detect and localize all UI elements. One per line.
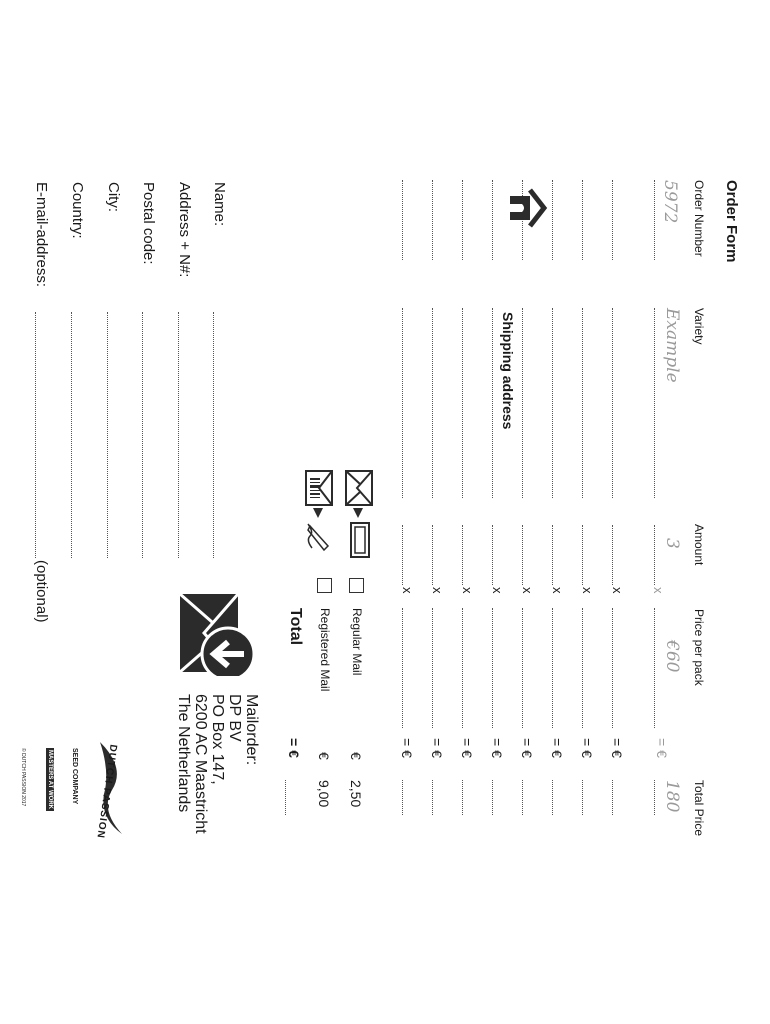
mailorder-address bbox=[175, 694, 260, 834]
total-price-input[interactable] bbox=[522, 780, 523, 815]
logo-tag: MASTERS AT WORK bbox=[47, 750, 53, 809]
regular-mail-currency: € bbox=[348, 752, 364, 760]
variety-input[interactable] bbox=[582, 308, 583, 498]
equals-euro: = € bbox=[399, 738, 415, 758]
mailorder-line: DP BV bbox=[226, 694, 243, 742]
total-price-input[interactable] bbox=[402, 780, 403, 815]
equals-euro: = € bbox=[519, 738, 535, 758]
multiply-sign: x bbox=[610, 587, 625, 594]
amount-input[interactable] bbox=[522, 525, 523, 585]
order-number-value[interactable]: 5972 bbox=[660, 180, 680, 224]
equals-euro: = € bbox=[429, 738, 445, 758]
dutch-passion-logo bbox=[6, 738, 130, 838]
mailorder-line: The Netherlands bbox=[175, 694, 192, 813]
header-variety: Variety bbox=[692, 308, 706, 345]
multiply-sign: x bbox=[580, 587, 595, 594]
variety-input[interactable] bbox=[432, 308, 433, 498]
total-price-input[interactable] bbox=[462, 780, 463, 815]
variety-input[interactable] bbox=[522, 308, 523, 498]
regular-mail-checkbox[interactable] bbox=[349, 578, 364, 593]
label-email: E-mail-address: bbox=[33, 182, 50, 288]
registered-mail-label: Registered Mail bbox=[318, 608, 332, 692]
variety-input[interactable] bbox=[462, 308, 463, 498]
variety-value[interactable]: Example bbox=[662, 308, 682, 383]
home-icon bbox=[506, 186, 550, 230]
amount-input[interactable] bbox=[582, 525, 583, 585]
amount-input[interactable] bbox=[402, 525, 403, 585]
amount-input[interactable] bbox=[612, 525, 613, 585]
header-price-per-pack: Price per pack bbox=[692, 609, 706, 686]
mailorder-line: PO Box 147, bbox=[209, 694, 226, 785]
price-input[interactable] bbox=[612, 608, 613, 728]
mailorder-line: 6200 AC Maastricht bbox=[192, 694, 209, 834]
table-row-example bbox=[660, 180, 680, 260]
pen-icon bbox=[306, 522, 332, 558]
label-city: City: bbox=[105, 182, 122, 212]
download-mail-icon bbox=[164, 592, 256, 676]
dotted-line bbox=[654, 308, 655, 498]
parcel-icon bbox=[304, 470, 334, 506]
email-input[interactable] bbox=[35, 312, 36, 558]
equals-euro: = € bbox=[549, 738, 565, 758]
registered-mail-price: 9,00 bbox=[316, 780, 332, 808]
total-price-input[interactable] bbox=[432, 780, 433, 815]
order-number-input[interactable] bbox=[462, 180, 463, 260]
dotted-line bbox=[654, 525, 655, 585]
price-input[interactable] bbox=[552, 608, 553, 728]
total-equals-euro: = € bbox=[286, 738, 302, 758]
multiply-sign: x bbox=[400, 587, 415, 594]
price-input[interactable] bbox=[432, 608, 433, 728]
mail-icon bbox=[350, 522, 370, 558]
equals-euro: = € bbox=[459, 738, 475, 758]
equals-euro: = € bbox=[609, 738, 625, 758]
amount-input[interactable] bbox=[462, 525, 463, 585]
total-price-input[interactable] bbox=[492, 780, 493, 815]
header-total-price: Total Price bbox=[692, 780, 706, 837]
multiply-sign: x bbox=[460, 587, 475, 594]
total-label: Total bbox=[287, 608, 304, 646]
header-order-number: Order Number bbox=[692, 180, 706, 257]
form-title: Order Form bbox=[723, 180, 740, 263]
order-number-input[interactable] bbox=[402, 180, 403, 260]
price-input[interactable] bbox=[582, 608, 583, 728]
multiply-sign: x bbox=[651, 587, 666, 594]
country-input[interactable] bbox=[71, 312, 72, 558]
label-name: Name: bbox=[211, 182, 228, 227]
logo-copyright: © DUTCH PASSION 2017 bbox=[20, 748, 26, 807]
amount-value[interactable]: 3 bbox=[662, 538, 682, 549]
variety-input[interactable] bbox=[402, 308, 403, 498]
name-input[interactable] bbox=[213, 312, 214, 558]
address-input[interactable] bbox=[178, 312, 179, 558]
dotted-line bbox=[654, 780, 655, 815]
multiply-sign: x bbox=[490, 587, 505, 594]
dotted-line bbox=[654, 180, 655, 260]
order-number-input[interactable] bbox=[612, 180, 613, 260]
total-value[interactable]: 180 bbox=[662, 780, 682, 813]
total-input[interactable] bbox=[285, 780, 286, 815]
postal-input[interactable] bbox=[142, 312, 143, 558]
label-postal: Postal code: bbox=[140, 182, 157, 265]
amount-input[interactable] bbox=[552, 525, 553, 585]
label-address: Address + N#: bbox=[176, 182, 193, 278]
price-input[interactable] bbox=[492, 608, 493, 728]
logo-brand: DUTCH PASSION bbox=[94, 743, 119, 840]
logo-sub: SEED COMPANY bbox=[71, 748, 78, 805]
price-value[interactable]: €60 bbox=[662, 640, 682, 673]
multiply-sign: x bbox=[550, 587, 565, 594]
email-optional-note: (optional) bbox=[33, 560, 50, 623]
shipping-title: Shipping address bbox=[500, 312, 516, 430]
dotted-line bbox=[654, 608, 655, 728]
variety-input[interactable] bbox=[492, 308, 493, 498]
amount-input[interactable] bbox=[492, 525, 493, 585]
price-input[interactable] bbox=[402, 608, 403, 728]
equals-euro: = € bbox=[579, 738, 595, 758]
arrow-right-icon bbox=[348, 508, 366, 518]
registered-mail-checkbox[interactable] bbox=[317, 578, 332, 593]
variety-input[interactable] bbox=[552, 308, 553, 498]
regular-mail-label: Regular Mail bbox=[350, 608, 364, 676]
price-input[interactable] bbox=[522, 608, 523, 728]
equals-euro: = € bbox=[489, 738, 505, 758]
regular-mail-price: 2,50 bbox=[348, 780, 364, 808]
total-price-input[interactable] bbox=[612, 780, 613, 815]
total-price-input[interactable] bbox=[582, 780, 583, 815]
registered-mail-currency: € bbox=[316, 752, 332, 760]
variety-input[interactable] bbox=[612, 308, 613, 498]
price-input[interactable] bbox=[462, 608, 463, 728]
envelope-icon bbox=[344, 470, 374, 506]
multiply-sign: x bbox=[520, 587, 535, 594]
order-number-input[interactable] bbox=[552, 180, 553, 260]
order-number-input[interactable] bbox=[582, 180, 583, 260]
mailorder-line: Mailorder: bbox=[243, 694, 260, 766]
multiply-sign: x bbox=[430, 587, 445, 594]
city-input[interactable] bbox=[107, 312, 108, 558]
label-country: Country: bbox=[69, 182, 86, 239]
order-number-input[interactable] bbox=[492, 180, 493, 260]
amount-input[interactable] bbox=[432, 525, 433, 585]
order-number-input[interactable] bbox=[432, 180, 433, 260]
arrow-right-icon bbox=[308, 508, 326, 518]
equals-euro: = € bbox=[654, 738, 670, 758]
header-amount: Amount bbox=[692, 524, 706, 566]
total-price-input[interactable] bbox=[552, 780, 553, 815]
